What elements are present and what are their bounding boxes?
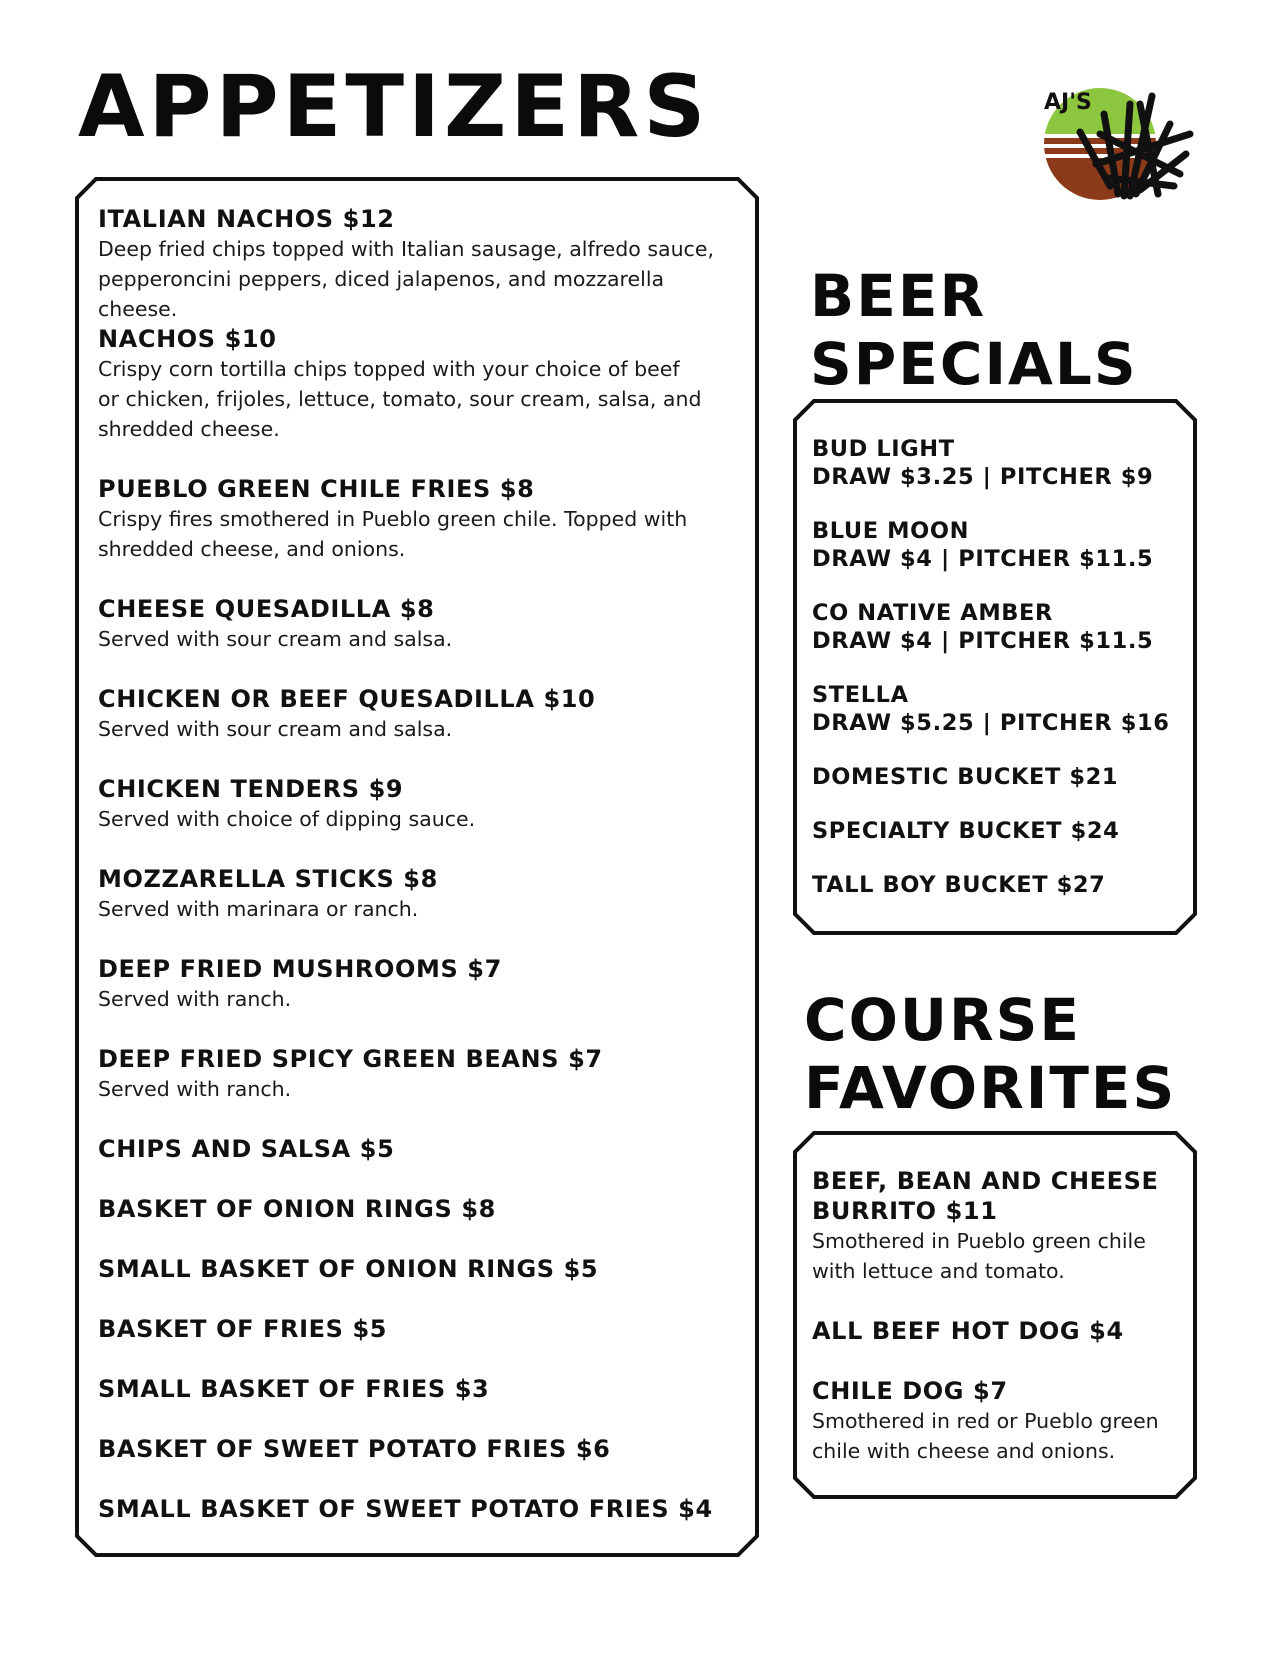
menu-item-desc: shredded cheese, and onions. — [98, 537, 406, 561]
menu-item-desc: Smothered in red or Pueblo green — [812, 1409, 1159, 1433]
beer-item-name: CO NATIVE AMBER — [812, 600, 1053, 626]
beer-item — [812, 517, 1192, 573]
menu-item-name: MOZZARELLA STICKS $8 — [98, 865, 438, 893]
menu-item-name: BASKET OF ONION RINGS $8 — [98, 1195, 496, 1223]
beer-item — [812, 871, 1192, 899]
fries-logo-icon — [1040, 74, 1200, 214]
beer-item — [812, 599, 1192, 655]
menu-item-name: CHICKEN OR BEEF QUESADILLA $10 — [98, 685, 596, 713]
menu-item — [98, 594, 748, 654]
menu-item-name: DEEP FRIED SPICY GREEN BEANS $7 — [98, 1045, 603, 1073]
appetizers-title: APPETIZERS — [78, 57, 710, 157]
menu-item — [98, 204, 748, 324]
menu-item-desc: Crispy fires smothered in Pueblo green chile. Topped with — [98, 507, 688, 531]
menu-item — [98, 684, 748, 744]
menu-item-desc: Served with sour cream and salsa. — [98, 717, 453, 741]
menu-item-name: DEEP FRIED MUSHROOMS $7 — [98, 955, 502, 983]
menu-item — [98, 954, 748, 1014]
menu-item — [98, 1494, 748, 1524]
menu-item — [812, 1376, 1192, 1466]
menu-item-desc: shredded cheese. — [98, 417, 280, 441]
ajs-logo — [1040, 74, 1200, 214]
beer-title-line1: BEER — [810, 262, 987, 330]
menu-item — [98, 1374, 748, 1404]
menu-item-desc: Deep fried chips topped with Italian sausage, alfredo sauce, — [98, 237, 714, 261]
menu-item-name: CHILE DOG $7 — [812, 1377, 1008, 1405]
logo-text: AJ'S — [1044, 90, 1092, 115]
course-title-line2: FAVORITES — [804, 1054, 1177, 1122]
beer-item-name: DOMESTIC BUCKET $21 — [812, 764, 1119, 790]
menu-item-desc: Served with sour cream and salsa. — [98, 627, 453, 651]
menu-item — [812, 1166, 1192, 1286]
menu-item-name: BASKET OF FRIES $5 — [98, 1315, 388, 1343]
menu-item-name: ITALIAN NACHOS $12 — [98, 205, 395, 233]
beer-item-name: BLUE MOON — [812, 518, 970, 544]
menu-item-name: CHEESE QUESADILLA $8 — [98, 595, 435, 623]
menu-item-name: BEEF, BEAN AND CHEESE — [812, 1167, 1159, 1195]
beer-item-price: DRAW $5.25 | PITCHER $16 — [812, 710, 1170, 736]
beer-item-name: STELLA — [812, 682, 909, 708]
menu-item — [98, 1314, 748, 1344]
menu-item — [812, 1316, 1192, 1346]
beer-item — [812, 681, 1192, 737]
beer-item-price: DRAW $4 | PITCHER $11.5 — [812, 546, 1154, 572]
menu-item-desc: Served with marinara or ranch. — [98, 897, 419, 921]
beer-item-price: DRAW $3.25 | PITCHER $9 — [812, 464, 1154, 490]
menu-item-name: SMALL BASKET OF SWEET POTATO FRIES $4 — [98, 1495, 713, 1523]
menu-item-name: ALL BEEF HOT DOG $4 — [812, 1317, 1124, 1345]
menu-item-name: SMALL BASKET OF FRIES $3 — [98, 1375, 490, 1403]
menu-item-name: BASKET OF SWEET POTATO FRIES $6 — [98, 1435, 611, 1463]
menu-item-desc: Served with ranch. — [98, 1077, 292, 1101]
menu-item — [98, 864, 748, 924]
beer-item-name: TALL BOY BUCKET $27 — [812, 872, 1106, 898]
menu-item-name: CHICKEN TENDERS $9 — [98, 775, 404, 803]
menu-item-desc: with lettuce and tomato. — [812, 1259, 1065, 1283]
beer-item-name: SPECIALTY BUCKET $24 — [812, 818, 1120, 844]
menu-item-name: PUEBLO GREEN CHILE FRIES $8 — [98, 475, 535, 503]
menu-item — [98, 1134, 748, 1164]
menu-item-desc: Smothered in Pueblo green chile — [812, 1229, 1146, 1253]
beer-specials-title — [810, 262, 1138, 398]
menu-item — [98, 324, 748, 444]
menu-item — [98, 1194, 748, 1224]
beer-item — [812, 763, 1192, 791]
menu-item-name: NACHOS $10 — [98, 325, 277, 353]
menu-item — [98, 774, 748, 834]
beer-item — [812, 435, 1192, 491]
menu-item — [98, 1434, 748, 1464]
beer-title-line2: SPECIALS — [810, 330, 1138, 398]
menu-item-desc: Crispy corn tortilla chips topped with your choice of beef — [98, 357, 680, 381]
menu-item-desc: chile with cheese and onions. — [812, 1439, 1116, 1463]
menu-item-name: CHIPS AND SALSA $5 — [98, 1135, 395, 1163]
beer-item-price: DRAW $4 | PITCHER $11.5 — [812, 628, 1154, 654]
course-favorites-title — [804, 986, 1176, 1122]
menu-item — [98, 1044, 748, 1104]
menu-item-name: SMALL BASKET OF ONION RINGS $5 — [98, 1255, 599, 1283]
menu-item-desc: Served with choice of dipping sauce. — [98, 807, 476, 831]
course-title-line1: COURSE — [804, 986, 1082, 1054]
menu-item-name: BURRITO $11 — [812, 1197, 998, 1225]
beer-item — [812, 817, 1192, 845]
menu-item-desc: Served with ranch. — [98, 987, 292, 1011]
menu-item-desc: or chicken, frijoles, lettuce, tomato, sour cream, salsa, and — [98, 387, 702, 411]
menu-item — [98, 1254, 748, 1284]
menu-item — [98, 474, 748, 564]
menu-item-desc: pepperoncini peppers, diced jalapenos, and mozzarella cheese. — [98, 267, 665, 321]
beer-item-name: BUD LIGHT — [812, 436, 955, 462]
